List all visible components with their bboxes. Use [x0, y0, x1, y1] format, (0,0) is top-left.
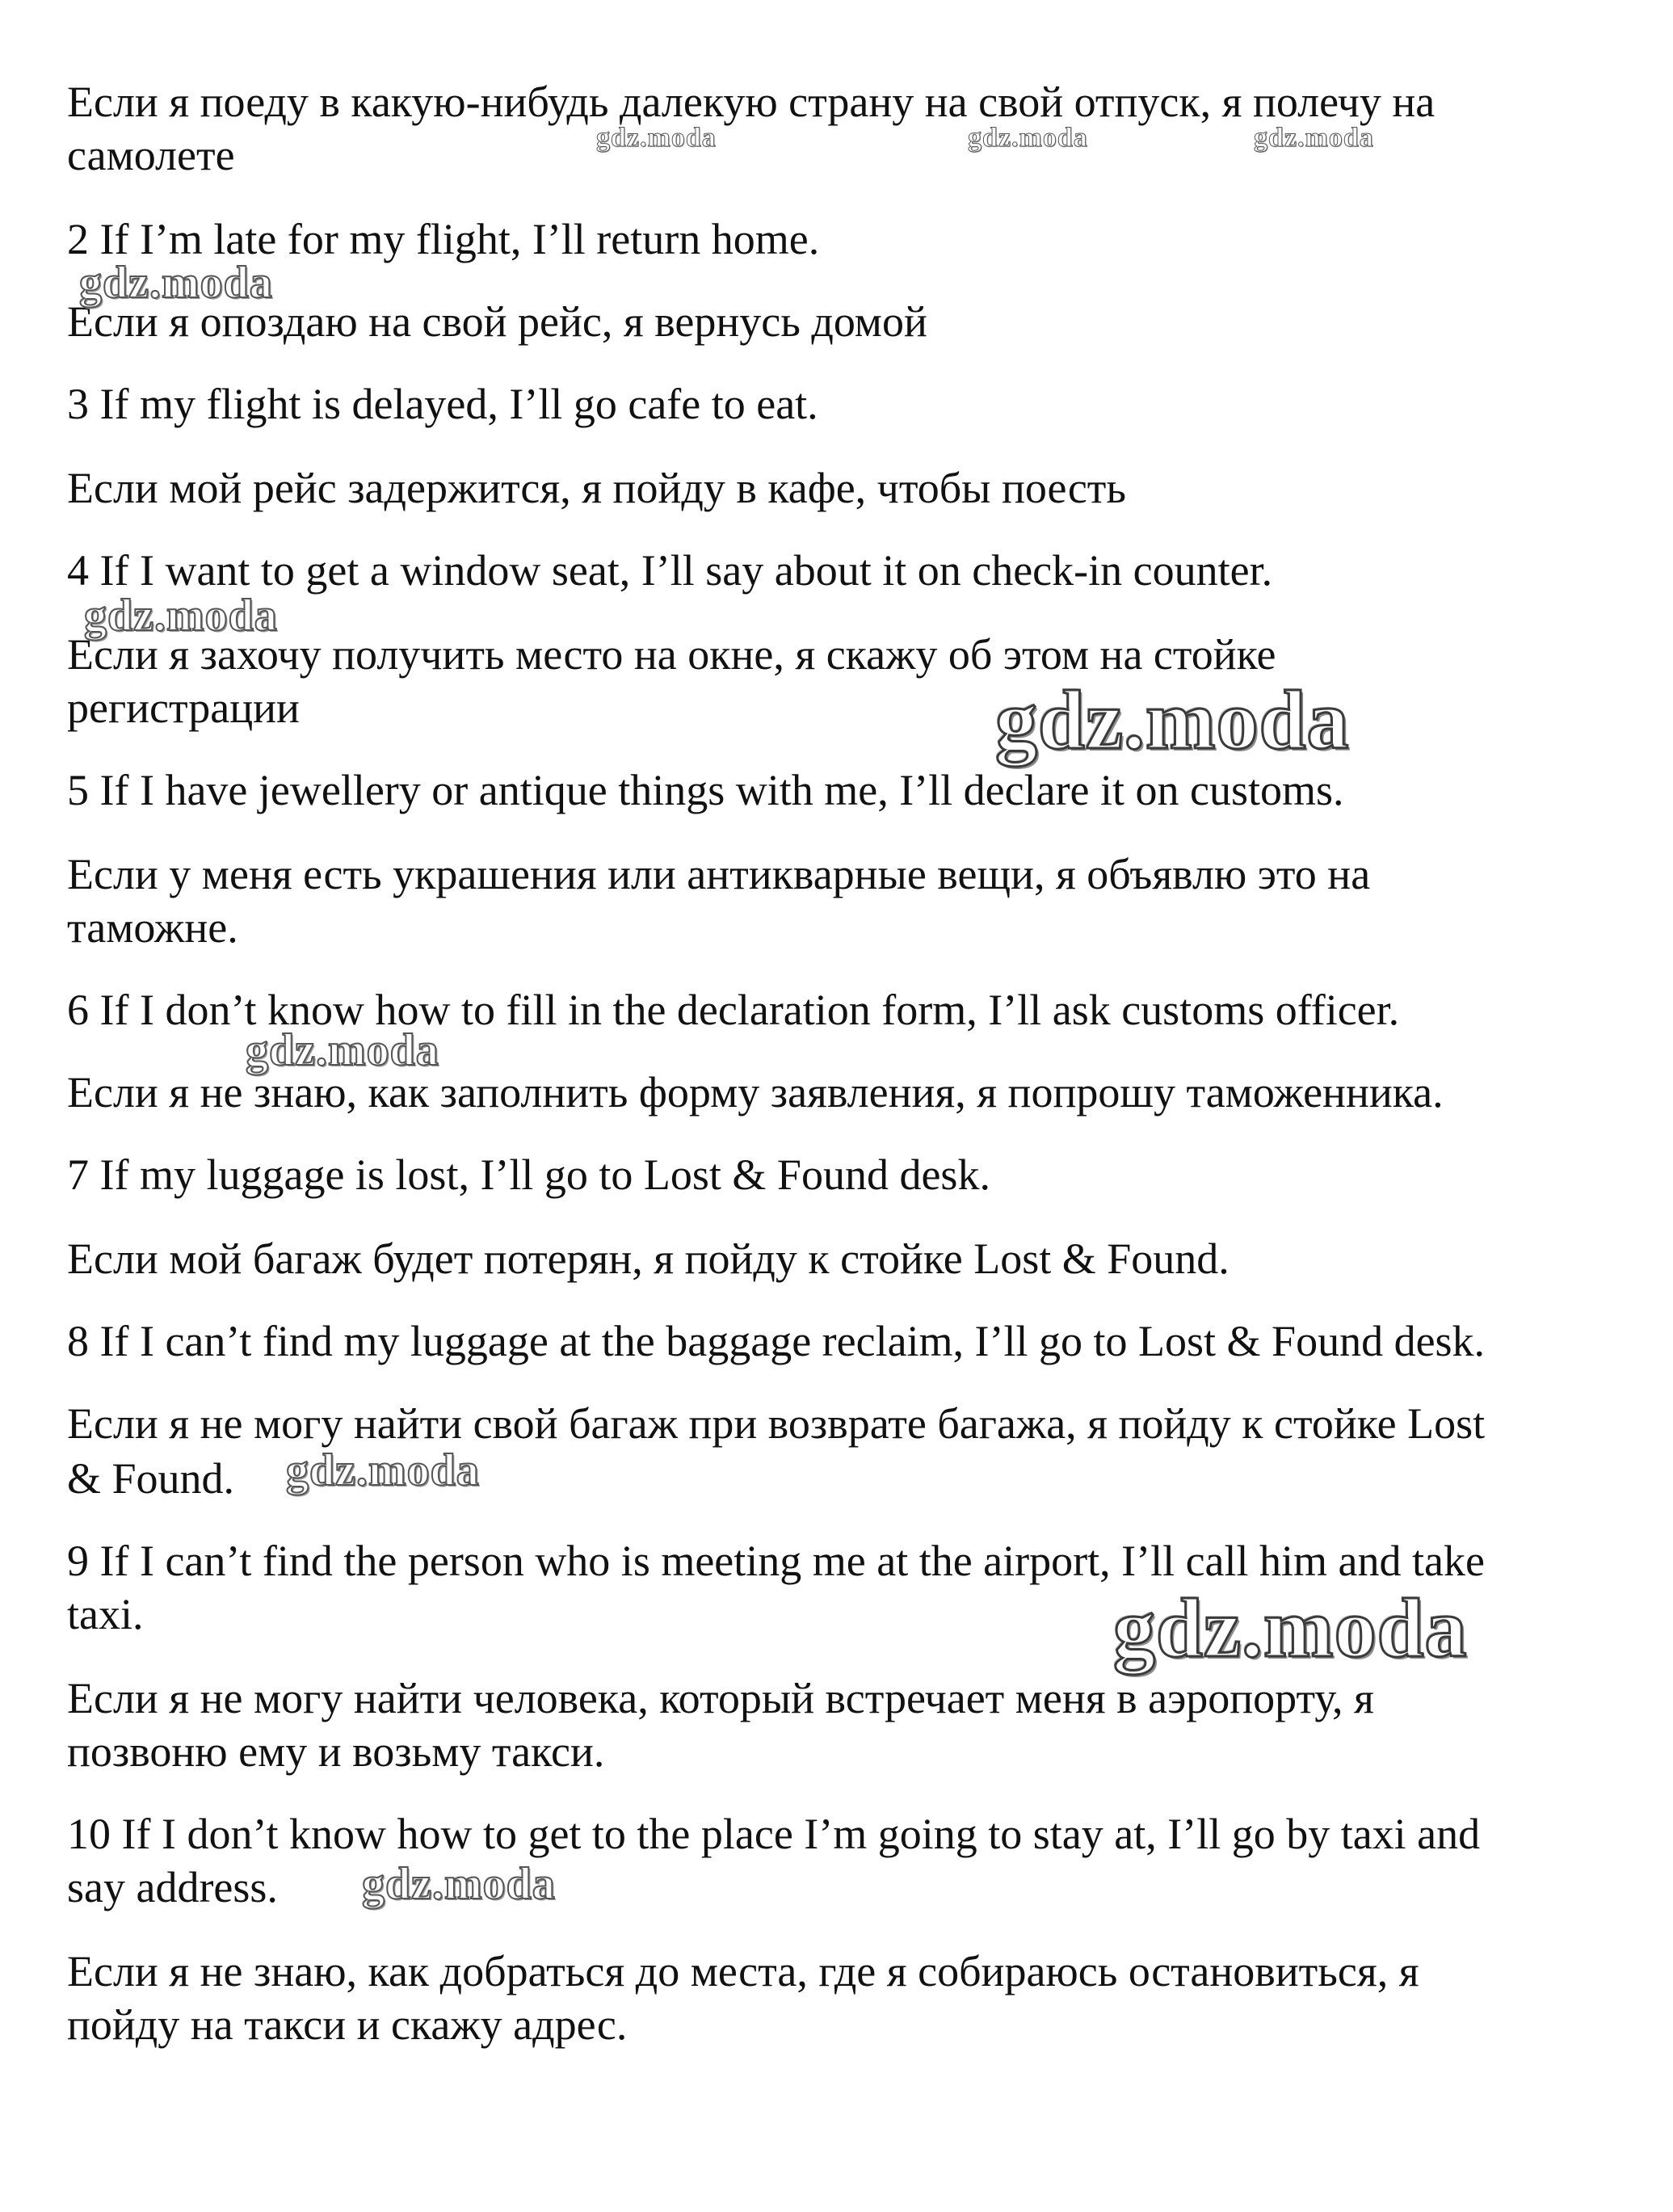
watermark: gdz.moda — [1113, 1582, 1468, 1675]
text-line: Если у меня есть украшения или антикварные вещи, я объявлю это на — [67, 850, 1371, 898]
watermark: gdz.moda — [79, 258, 273, 308]
text-line: 3 If my flight is delayed, I’ll go cafe to eat. — [67, 380, 818, 428]
text-line: 9 If I can’t find the person who is meeting me at the airport, I’ll call him and take — [67, 1537, 1485, 1585]
text-line: 5 If I have jewellery or antique things with me, I’ll declare it on customs. — [67, 766, 1344, 814]
text-line: Если я не могу найти человека, который встречает меня в аэропорту, я — [67, 1674, 1374, 1722]
text-line: & Found. — [67, 1454, 235, 1503]
text-line: таможне. — [67, 903, 238, 952]
text-line: 2 If I’m late for my flight, I’ll return home. — [67, 215, 820, 263]
text-line: Если я опоздаю на свой рейс, я вернусь домой — [67, 297, 927, 346]
text-line: Если мой рейс задержится, я пойду в кафе, чтобы поесть — [67, 464, 1127, 512]
text-line: самолете — [67, 131, 235, 179]
watermark: gdz.moda — [1254, 123, 1374, 153]
text-line: 10 If I don’t know how to get to the place I’m going to stay at, I’ll go by taxi and — [67, 1810, 1481, 1858]
watermark: gdz.moda — [596, 123, 717, 153]
watermark: gdz.moda — [995, 674, 1350, 767]
text-line: 6 If I don’t know how to fill in the declaration form, I’ll ask customs officer. — [67, 986, 1400, 1034]
text-line: say address. — [67, 1863, 278, 1911]
text-line: Если я не знаю, как добраться до места, где я собираюсь остановиться, я — [67, 1947, 1419, 1995]
watermark: gdz.moda — [286, 1445, 480, 1495]
text-line: Если я захочу получить место на окне, я скажу об этом на стойке — [67, 630, 1276, 679]
text-line: 8 If I can’t find my luggage at the baggage reclaim, I’ll go to Lost & Found desk. — [67, 1317, 1486, 1365]
text-line: регистрации — [67, 683, 300, 732]
text-line: Если я не могу найти свой багаж при возврате багажа, я пойду к стойке Lost — [67, 1399, 1486, 1448]
watermark: gdz.moda — [362, 1859, 556, 1909]
text-line: Если я поеду в какую-нибудь далекую страну на свой отпуск, я полечу на — [67, 78, 1436, 126]
text-line: Если мой багаж будет потерян, я пойду к стойке Lost & Found. — [67, 1234, 1230, 1283]
watermark: gdz.moda — [968, 123, 1088, 153]
text-line: 4 If I want to get a window seat, I’ll say about it on check-in counter. — [67, 546, 1273, 595]
text-line: 7 If my luggage is lost, I’ll go to Lost & Found desk. — [67, 1150, 990, 1199]
text-line: пойду на такси и скажу адрес. — [67, 2000, 628, 2049]
text-line: taxi. — [67, 1590, 144, 1638]
watermark: gdz.moda — [246, 1025, 439, 1075]
watermark: gdz.moda — [84, 591, 278, 641]
text-line: Если я не знаю, как заполнить форму заявления, я попрошу таможенника. — [67, 1068, 1444, 1117]
text-line: позвоню ему и возьму такси. — [67, 1727, 605, 1776]
